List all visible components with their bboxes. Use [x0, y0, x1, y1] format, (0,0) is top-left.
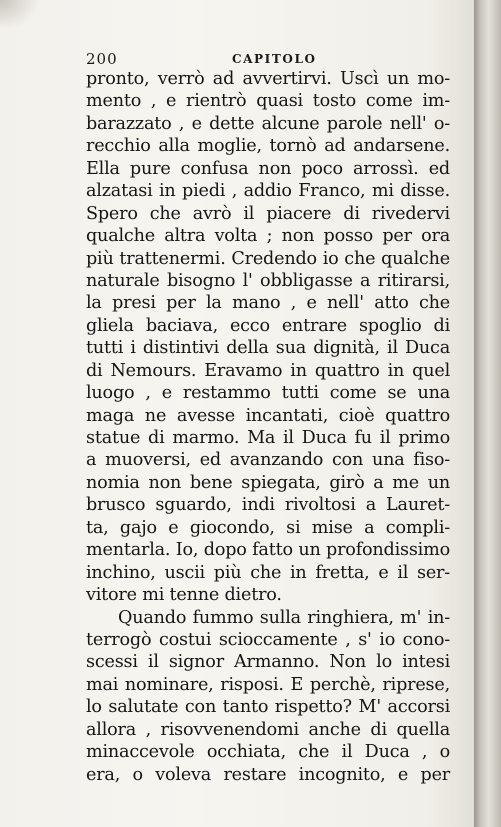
text-line: allora , risovvenendomi anche di quella	[86, 719, 450, 740]
text-line: nomia non bene spiegata, girò a me un	[86, 472, 450, 493]
text-line: pronto, verrò ad avvertirvi. Uscì un mo-	[86, 69, 450, 89]
text-line: luogo , e restammo tutti come se una	[86, 383, 450, 404]
text-line: la presi per la mano , e nell' atto che	[86, 293, 450, 314]
text-line: scessi il signor Armanno. Non lo intesi	[86, 652, 450, 673]
text-line: gliela baciava, ecco entrare spoglio di	[86, 315, 450, 336]
text-line: terrogò costui scioccamente , s' io cono-	[86, 629, 450, 650]
text-line: di Nemours. Eravamo in quattro in quel	[86, 360, 450, 381]
text-line: recchio alla moglie, tornò ad andarsene.	[86, 136, 450, 157]
text-line: mai nominare, risposi. E perchè, riprese,	[86, 674, 450, 695]
text-line: Spero che avrò il piacere di rivedervi	[86, 203, 450, 224]
page-edge-shadow	[474, 0, 501, 827]
text-line: lo salutate con tanto rispetto? M' accorsi	[86, 697, 450, 718]
page-corner-shadow	[0, 0, 40, 30]
paragraph-first-line: Quando fummo sulla ringhiera, m' in-	[118, 607, 450, 628]
text-line: minaccevole occhiata, che il Duca , o	[86, 742, 450, 763]
text-line: maga ne avesse incantati, cioè quattro	[86, 405, 450, 426]
text-line: inchino, uscii più che in fretta, e il ser-	[86, 562, 450, 583]
text-line: naturale bisogno l' obbligasse a ritirarsi,	[86, 270, 450, 291]
text-line: ta, gajo e giocondo, si mise a compli-	[86, 517, 450, 538]
text-line: qualche altra volta ; non posso per ora	[86, 226, 450, 247]
page-number: 200	[86, 50, 118, 68]
text-line: Ella pure confusa non poco arrossì. ed	[86, 158, 450, 179]
text-line: barazzato , e dette alcune parole nell' o-	[86, 113, 450, 134]
text-line: mento , e rientrò quasi tosto come im-	[86, 91, 450, 112]
text-line: vitore mi tenne dietro.	[86, 585, 282, 606]
running-head: CAPITOLO	[232, 52, 317, 66]
text-line: mentarla. Io, dopo fatto un profondissimo	[86, 540, 450, 561]
body-text	[86, 68, 450, 786]
text-line: era, o voleva restare incognito, e per	[86, 764, 450, 785]
text-line: tutti i distintivi della sua dignità, il Duca	[86, 338, 450, 359]
text-line: a muoversi, ed avanzando con una fiso-	[86, 450, 450, 471]
text-line: più trattenermi. Credendo io che qualche	[86, 248, 450, 269]
text-line: brusco sguardo, indi rivoltosi a Lauret-	[86, 495, 450, 516]
text-line: alzatasi in piedi , addio Franco, mi disse.	[86, 181, 450, 202]
text-line: statue di marmo. Ma il Duca fu il primo	[86, 428, 450, 448]
